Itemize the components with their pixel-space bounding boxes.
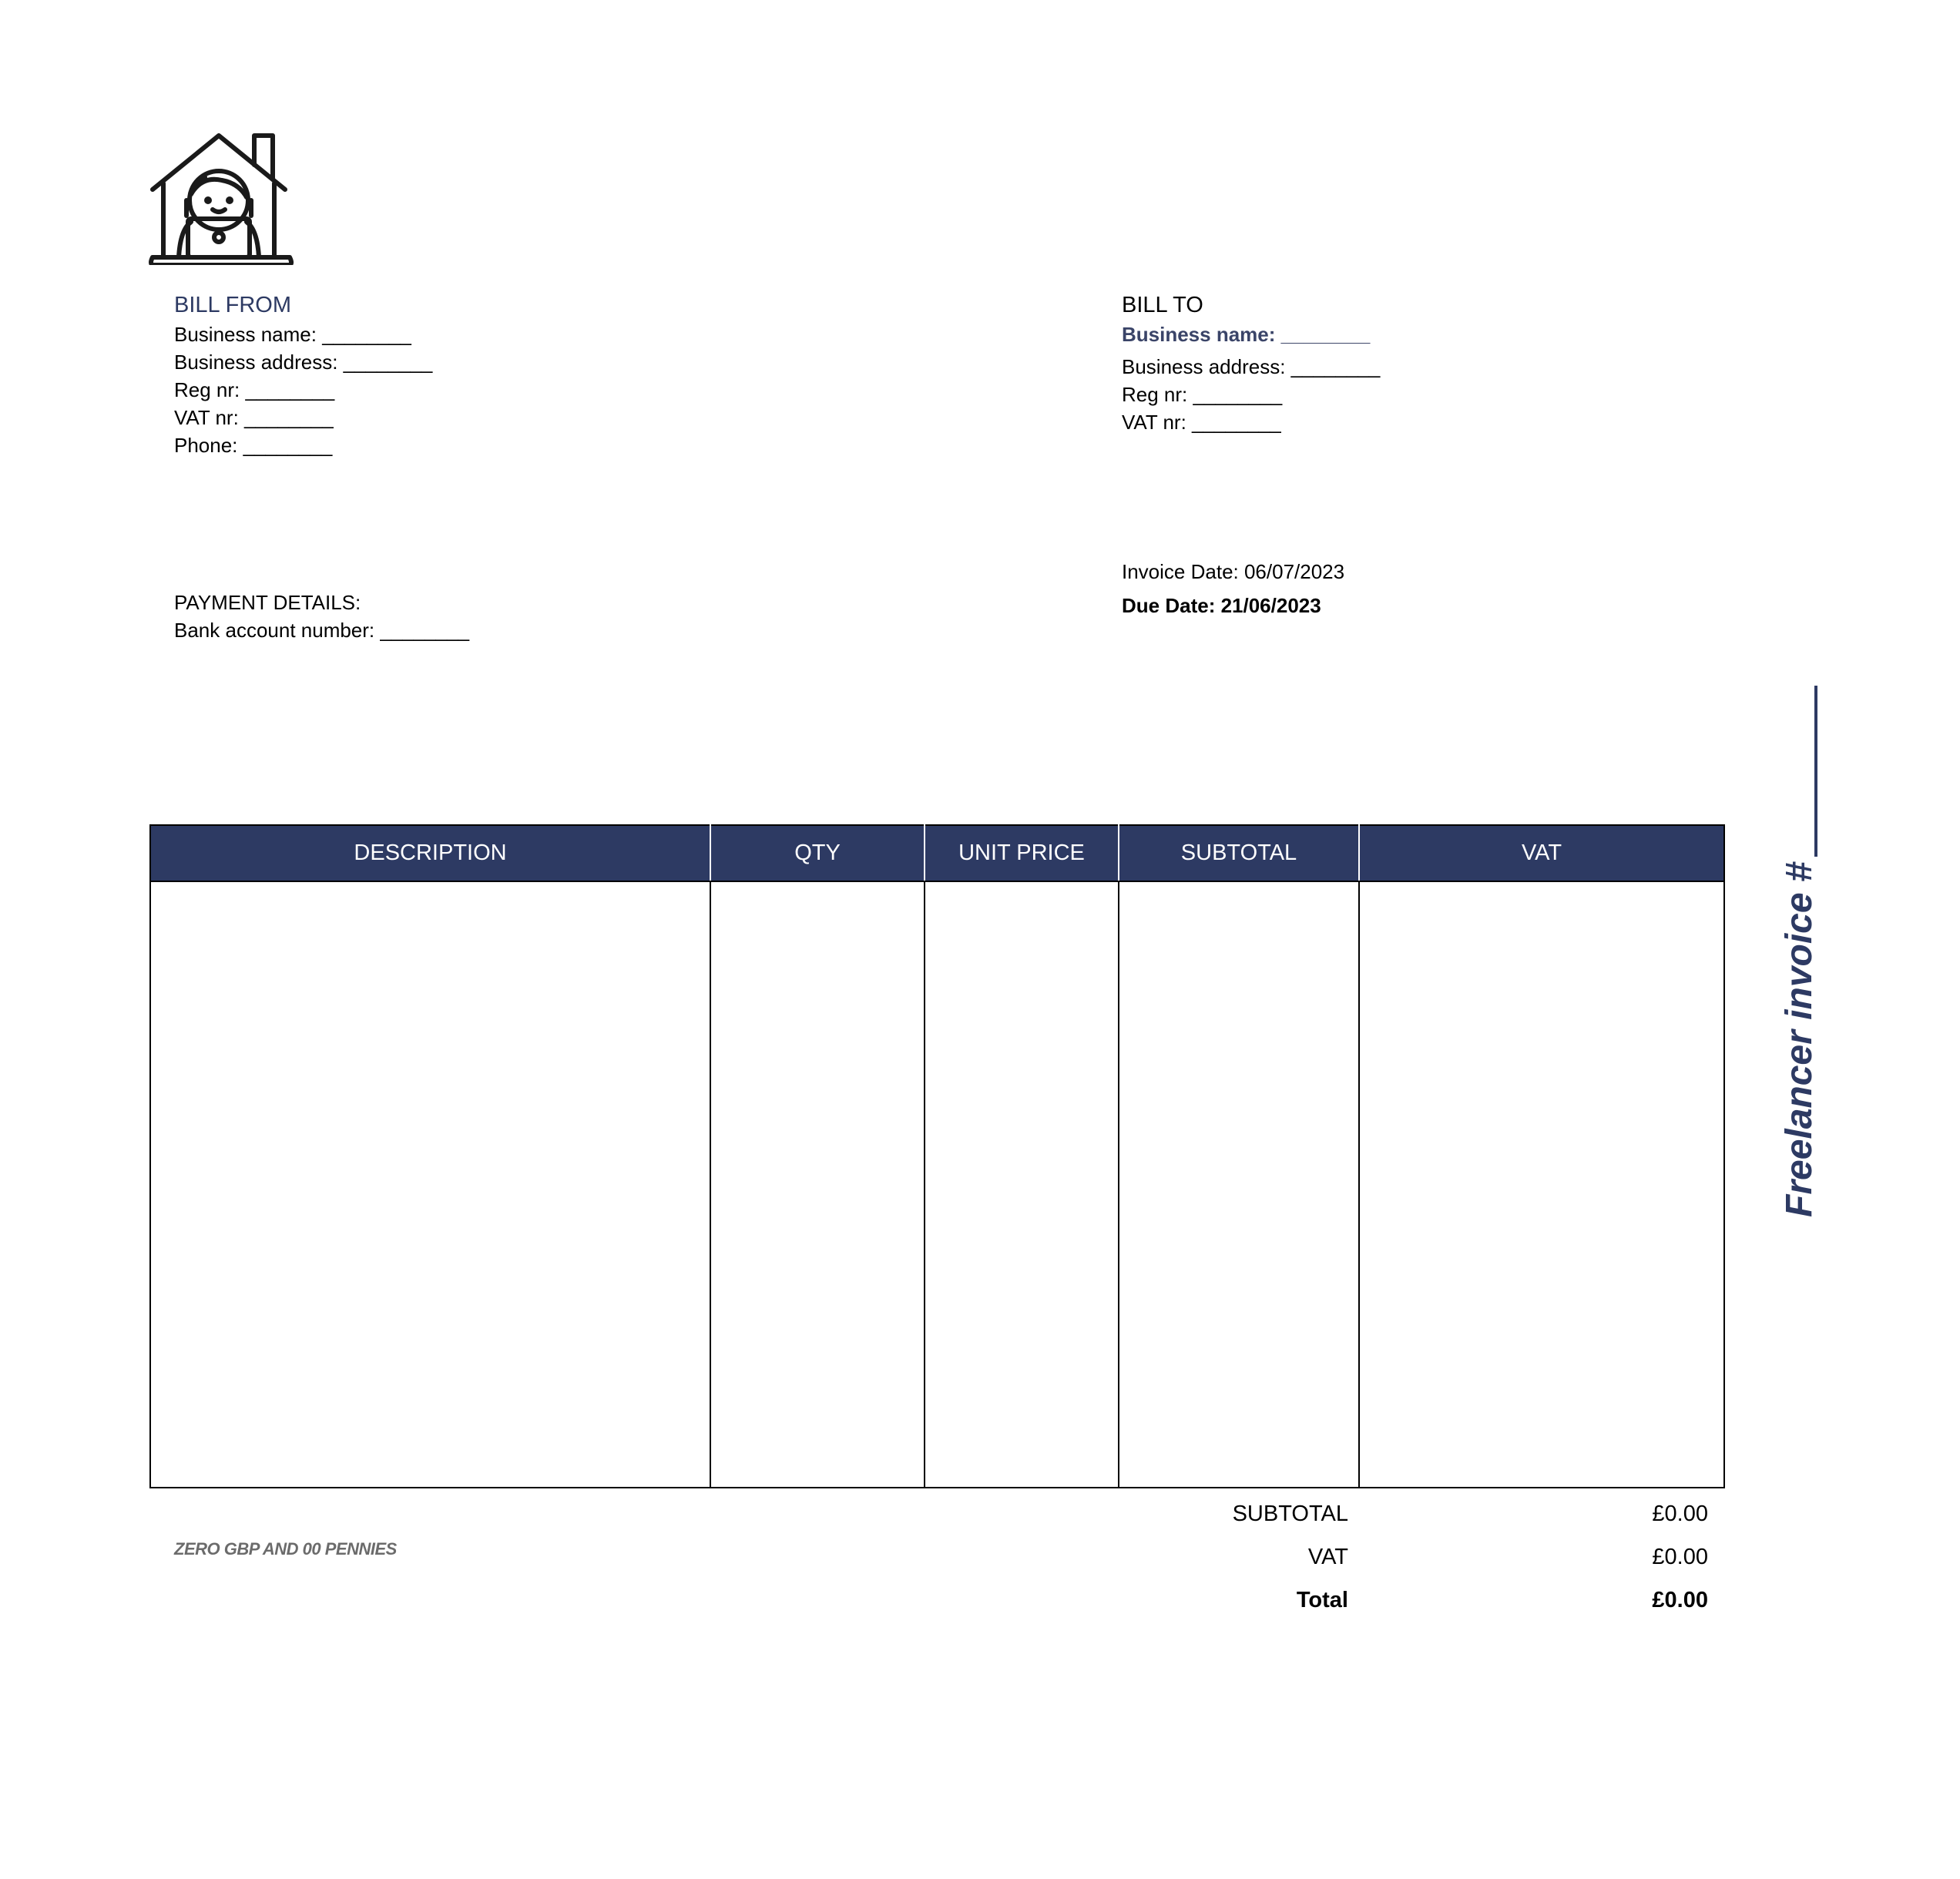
invoice-date: Invoice Date: 06/07/2023	[1122, 560, 1345, 583]
total-label: Total	[1296, 1588, 1348, 1612]
unit-price-cell[interactable]	[925, 881, 1119, 1488]
payment-details-section	[174, 589, 469, 644]
bill-to-reg-nr: Reg nr: ________	[1122, 383, 1283, 406]
total-value: £0.00	[1652, 1588, 1708, 1612]
column-header-subtotal: SUBTOTAL	[1119, 825, 1359, 881]
column-header-qty: QTY	[710, 825, 925, 881]
bill-to-business-name: Business name: ________	[1122, 323, 1371, 346]
subtotal-cell[interactable]	[1119, 881, 1359, 1488]
total-row	[1156, 1585, 1714, 1628]
bill-from-vat-nr: VAT nr: ________	[174, 406, 334, 429]
invoice-title: Freelancer invoice #	[1778, 861, 1820, 1217]
bill-to-vat-nr: VAT nr: ________	[1122, 411, 1281, 434]
dates-section	[1122, 555, 1344, 622]
due-date: Due Date: 21/06/2023	[1122, 594, 1321, 617]
bill-to-business-address: Business address: ________	[1122, 355, 1381, 378]
vat-cell[interactable]	[1359, 881, 1724, 1488]
bill-from-reg-nr: Reg nr: ________	[174, 378, 335, 401]
freelancer-home-office-icon	[148, 129, 294, 265]
invoice-title-vertical	[1764, 686, 1834, 1217]
bill-from-business-address: Business address: ________	[174, 351, 433, 374]
items-table-header-row	[150, 825, 1724, 881]
table-row	[150, 881, 1724, 1488]
items-table	[149, 824, 1725, 1488]
vat-label: VAT	[1307, 1545, 1348, 1569]
bill-to-heading: BILL TO	[1122, 293, 1203, 317]
payment-details-heading: PAYMENT DETAILS:	[174, 591, 361, 614]
column-header-unit-price: UNIT PRICE	[925, 825, 1119, 881]
subtotal-value: £0.00	[1652, 1502, 1708, 1526]
vat-row	[1156, 1542, 1714, 1585]
bank-account-number: Bank account number: ________	[174, 619, 470, 642]
amount-in-words: ZERO GBP AND 00 PENNIES	[174, 1539, 397, 1559]
subtotal-label: SUBTOTAL	[1232, 1502, 1348, 1526]
column-header-vat: VAT	[1359, 825, 1724, 881]
bill-from-phone: Phone: ________	[174, 434, 333, 457]
vat-value: £0.00	[1652, 1545, 1708, 1569]
invoice-number-field[interactable]	[1780, 686, 1817, 857]
description-cell[interactable]	[150, 881, 710, 1488]
bill-from-section	[174, 290, 432, 459]
bill-from-heading: BILL FROM	[174, 293, 292, 317]
totals-section	[1156, 1498, 1714, 1628]
subtotal-row	[1156, 1498, 1714, 1542]
bill-from-business-name: Business name: ________	[174, 323, 411, 346]
column-header-description: DESCRIPTION	[150, 825, 710, 881]
qty-cell[interactable]	[710, 881, 925, 1488]
bill-to-section	[1122, 290, 1380, 436]
